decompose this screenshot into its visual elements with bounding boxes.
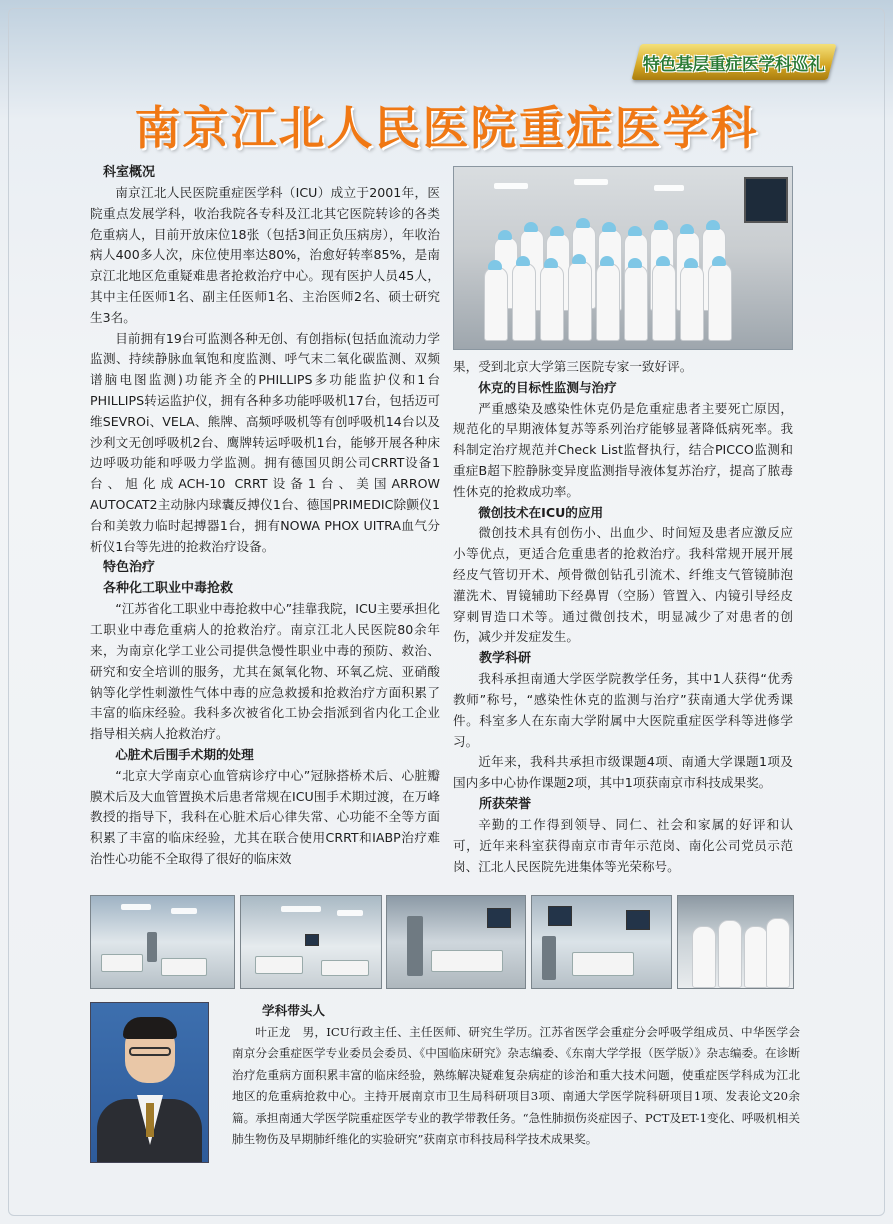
research-paragraph: 近年来，我科共承担市级课题4项、南通大学课题1项及国内多中心协作课题2项，其中1项获南京市科技成果奖。 — [453, 754, 793, 791]
overview-paragraph-2: 目前拥有19台可监测各种无创、有创指标(包括血流动力学监测、持续静脉血氧饱和度监测、呼气末二氧化碳监测、双频谱脑电图监测)功能齐全的PHILLIPS多功能监护仪和1台PHILLIPS转运监护仪，拥有各种多功能呼吸机17台，包括迈可维SEVROi、VELA、熊牌、高频呼吸机等有创呼吸机14台以及沙利文无创呼吸机2台、鹰牌转运呼吸机1台，能够开展各种床边呼吸功能和呼吸力学监测。拥有德国贝朗公司CRRT设备1台、旭化成ACH-10 CRRT设备1台、美国ARROW AUTOCAT2主动脉内球囊反搏仪1台、德国PRIMEDIC除颤仪1台和美敦力临时起搏器1台，拥有NOWA PHOX UITRA血气分析仪1台等先进的抢救治疗设备。 — [90, 330, 440, 554]
leader-bio: 叶正龙 男，ICU行政主任、主任医师、研究生学历。江苏省医学会重症分会呼吸学组成员、中华医学会南京分会重症医学专业委员会委员、《中国临床研究》杂志编委、《东南大学学报（医学版）》杂志编委。在诊断治疗危重病方面积累丰富的临床经验，熟练解决疑难复杂病症的诊治和重大技术问题，使重症医学科成为江北地区的危重病抢救中心。主持开展南京市卫生局科研项目3项、南通大学医学院科研项目1项、发表论文20余篇。承担南通大学医学院重症医学专业的教学带教任务。“急性肺损伤炎症因子、PCT及ET-1变化、呼吸机相关肺生物伤及早期肺纤维化的实验研究”获南京市科技局科学技术成果奖。 — [232, 1025, 800, 1147]
leader-section — [232, 1002, 800, 1150]
minimally-invasive-paragraph: 微创技术具有创伤小、出血少、时间短及患者应激反应小等优点，更适合危重患者的抢救治疗。我科常规开展开展经皮气管切开术、颅骨微创钻孔引流术、纤维支气管镜肺泡灌洗术、胃镜辅助下经鼻胃（空肠）管置入、内镜引导经皮穿刺胃造口术等。通过微创技术，明显减少了对患者的创伤，减少并发症发生。 — [453, 525, 793, 645]
ward-photo-4 — [531, 895, 672, 989]
cardiac-paragraph: “北京大学南京心血管病诊疗中心”冠脉搭桥术后、心脏瓣膜术后及大血管置换术后患者常规在ICU围手术期过渡，在万峰教授的指导下，我科在心脏术后心律失常、心功能不全等方面积累了丰富的临床经验，尤其在联合使用CRRT和IABP治疗难治性心功能不全取得了很好的临床效 — [90, 767, 440, 866]
section-heading-teaching-research: 教学科研 — [479, 651, 532, 667]
shock-paragraph: 严重感染及感染性休克仍是危重症患者主要死亡原因，规范化的早期液体复苏等系列治疗能够显著降低病死率。我科制定治疗规范并Check List监督执行，结合PICCO监测和重症B超下腔静脉变异度监测指导液体复苏治疗，提高了脓毒性休克的抢救成功率。 — [453, 400, 793, 499]
section-heading-overview: 科室概况 — [103, 165, 156, 180]
team-photo — [453, 166, 793, 350]
leader-heading: 学科带头人 — [262, 1003, 325, 1018]
left-column — [90, 162, 440, 870]
subheading-minimally-invasive: 微创技术在ICU的应用 — [478, 504, 604, 520]
ward-photo-2 — [240, 895, 382, 989]
page-title: 南京江北人民医院重症医学科 — [134, 101, 759, 155]
honors-paragraph: 辛勤的工作得到领导、同仁、社会和家属的好评和认可，近年来科室获得南京市青年示范岗、南化公司党员示范岗、江北人民医院先进集体等光荣称号。 — [453, 816, 793, 874]
ward-photo-1 — [90, 895, 235, 989]
subheading-poisoning-rescue: 各种化工职业中毒抢救 — [103, 581, 234, 597]
leader-portrait — [90, 1002, 209, 1163]
poisoning-paragraph: “江苏省化工职业中毒抢救中心”挂靠我院，ICU主要承担化工职业中毒危重病人的抢救治疗。南京江北人民医院80余年来，为南京化学工业公司提供急慢性职业中毒的预防、救治、研究和安全培训的服务，尤其在氮氧化物、环氧乙烷、亚硝酸钠等化学性刺激性气体中毒的应急救援和抢救治疗方面积累了丰富的临床经验。我科多次被省化工协会指派到省内化工企业指导相关病人抢救治疗。 — [90, 601, 440, 742]
series-badge-text: 特色基层重症医学科巡礼 — [643, 54, 825, 75]
section-heading-special-treatment: 特色治疗 — [103, 560, 156, 576]
wall-monitor — [744, 177, 788, 223]
section-heading-honors: 所获荣誉 — [479, 796, 532, 812]
teaching-paragraph: 我科承担南通大学医学院教学任务，其中1人获得“优秀教师”称号，“感染性休克的监测与治疗”获南通大学优秀课件。科室多人在东南大学附属中大医院重症医学科等进修学习。 — [453, 671, 793, 749]
cardiac-paragraph-continued: 果，受到北京大学第三医院专家一致好评。 — [453, 359, 693, 374]
right-column — [453, 357, 793, 877]
overview-paragraph-1: 南京江北人民医院重症医学科（ICU）成立于2001年，医院重点发展学科，收治我院各专科及江北其它医院转诊的各类危重病人，目前开放床位18张（包括3间正负压病房），年收治病人400多人次，床位使用率达80%，治愈好转率85%，是南京江北地区危重疑难患者抢救治疗中心。现有医护人员45人，其中主任医师1名、副主任医师1名、主治医师2名、硕士研究生3名。 — [90, 185, 440, 325]
ward-photo-3 — [386, 895, 526, 989]
subheading-cardiac-perioperative: 心脏术后围手术期的处理 — [115, 746, 254, 762]
ward-photo-5 — [677, 895, 794, 989]
series-badge — [632, 44, 837, 80]
subheading-shock-monitoring: 休克的目标性监测与治疗 — [478, 379, 617, 395]
